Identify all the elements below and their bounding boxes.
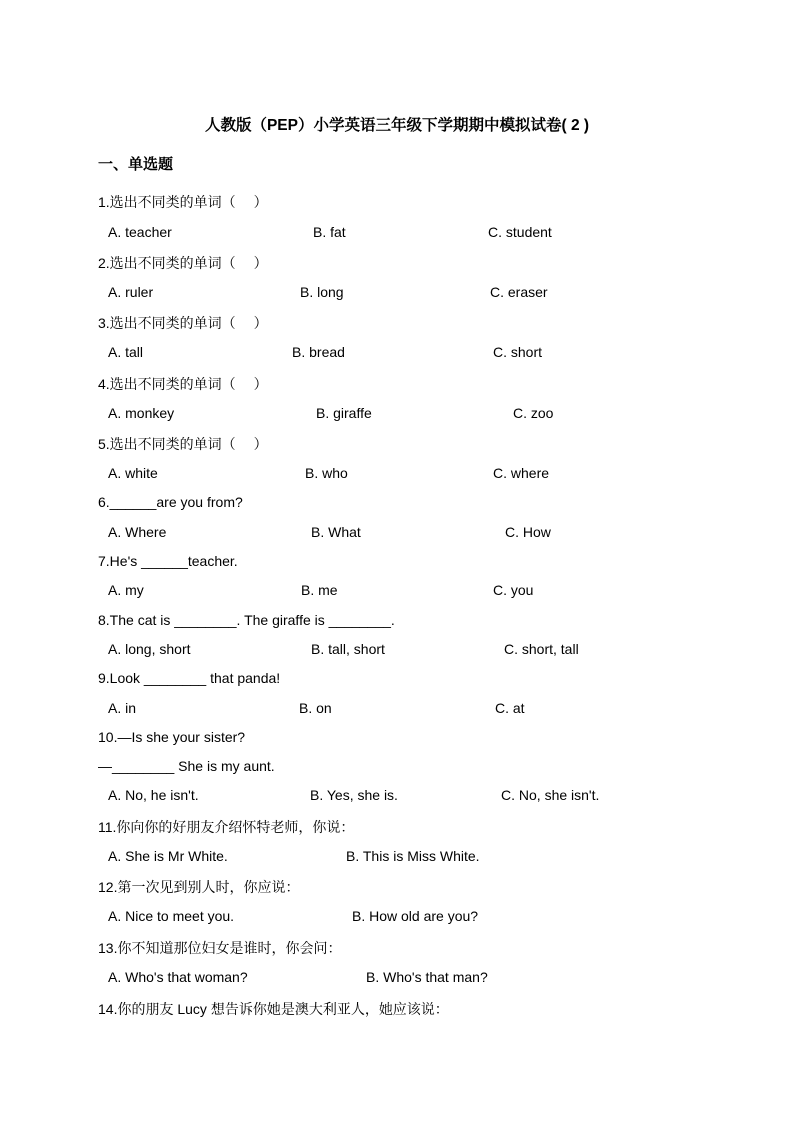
q2-option-a: A. ruler	[108, 284, 154, 300]
question-10-line-2: —________ She is my aunt.	[98, 758, 275, 774]
q10-option-c: C. No, she isn't.	[501, 787, 600, 803]
q6-option-a: A. Where	[108, 524, 167, 540]
q10-option-a: A. No, he isn't.	[108, 787, 199, 803]
question-4: 4.选出不同类的单词（ ）	[98, 376, 268, 392]
q7-option-c: C. you	[493, 582, 534, 598]
q7-option-b: B. me	[301, 582, 338, 598]
q1-option-a: A. teacher	[108, 224, 172, 240]
q3-option-c: C. short	[493, 344, 543, 360]
q12-option-b: B. How old are you?	[352, 908, 479, 924]
q11-option-b: B. This is Miss White.	[346, 848, 480, 864]
q5-option-c: C. where	[493, 465, 550, 481]
q8-option-c: C. short, tall	[504, 641, 579, 657]
q11-option-a: A. She is Mr White.	[108, 848, 228, 864]
q12-option-a: A. Nice to meet you.	[108, 908, 235, 924]
question-8: 8.The cat is ________. The giraffe is ________.	[98, 612, 395, 628]
q7-option-a: A. my	[108, 582, 144, 598]
q2-option-b: B. long	[300, 284, 344, 300]
question-3: 3.选出不同类的单词（ ）	[98, 315, 268, 331]
question-10: 10.—Is she your sister?	[98, 729, 246, 745]
question-7: 7.He's ______teacher.	[98, 553, 238, 569]
q9-option-a: A. in	[108, 700, 137, 716]
question-12: 12.第一次见到别人时，你应说：	[98, 879, 300, 895]
question-6: 6.______are you from?	[98, 494, 243, 510]
q1-option-b: B. fat	[313, 224, 346, 240]
q9-option-b: B. on	[299, 700, 332, 716]
q4-option-a: A. monkey	[108, 405, 175, 421]
q4-option-b: B. giraffe	[316, 405, 372, 421]
question-13: 13.你不知道那位妇女是谁时，你会问：	[98, 940, 342, 956]
q13-option-a: A. Who's that woman?	[108, 969, 248, 985]
question-11: 11.你向你的好朋友介绍怀特老师，你说：	[98, 819, 355, 835]
q3-option-b: B. bread	[292, 344, 345, 360]
q5-option-b: B. who	[305, 465, 348, 481]
question-2: 2.选出不同类的单词（ ）	[98, 255, 268, 271]
section-heading: 一、单选题	[98, 156, 174, 173]
q8-option-a: A. long, short	[108, 641, 191, 657]
exam-title: 人教版（PEP）小学英语三年级下学期期中模拟试卷( 2 )	[204, 117, 590, 134]
q10-option-b: B. Yes, she is.	[310, 787, 398, 803]
question-1: 1.选出不同类的单词（ ）	[98, 194, 268, 210]
question-5: 5.选出不同类的单词（ ）	[98, 436, 268, 452]
q4-option-c: C. zoo	[513, 405, 554, 421]
q1-option-c: C. student	[488, 224, 552, 240]
q2-option-c: C. eraser	[490, 284, 548, 300]
q6-option-b: B. What	[311, 524, 361, 540]
question-9: 9.Look ________ that panda!	[98, 670, 281, 686]
q3-option-a: A. tall	[108, 344, 144, 360]
question-14: 14.你的朋友 Lucy 想告诉你她是澳大利亚人，她应该说：	[98, 1001, 449, 1017]
q13-option-b: B. Who's that man?	[366, 969, 488, 985]
q9-option-c: C. at	[495, 700, 525, 716]
q8-option-b: B. tall, short	[311, 641, 385, 657]
q6-option-c: C. How	[505, 524, 551, 540]
q5-option-a: A. white	[108, 465, 158, 481]
